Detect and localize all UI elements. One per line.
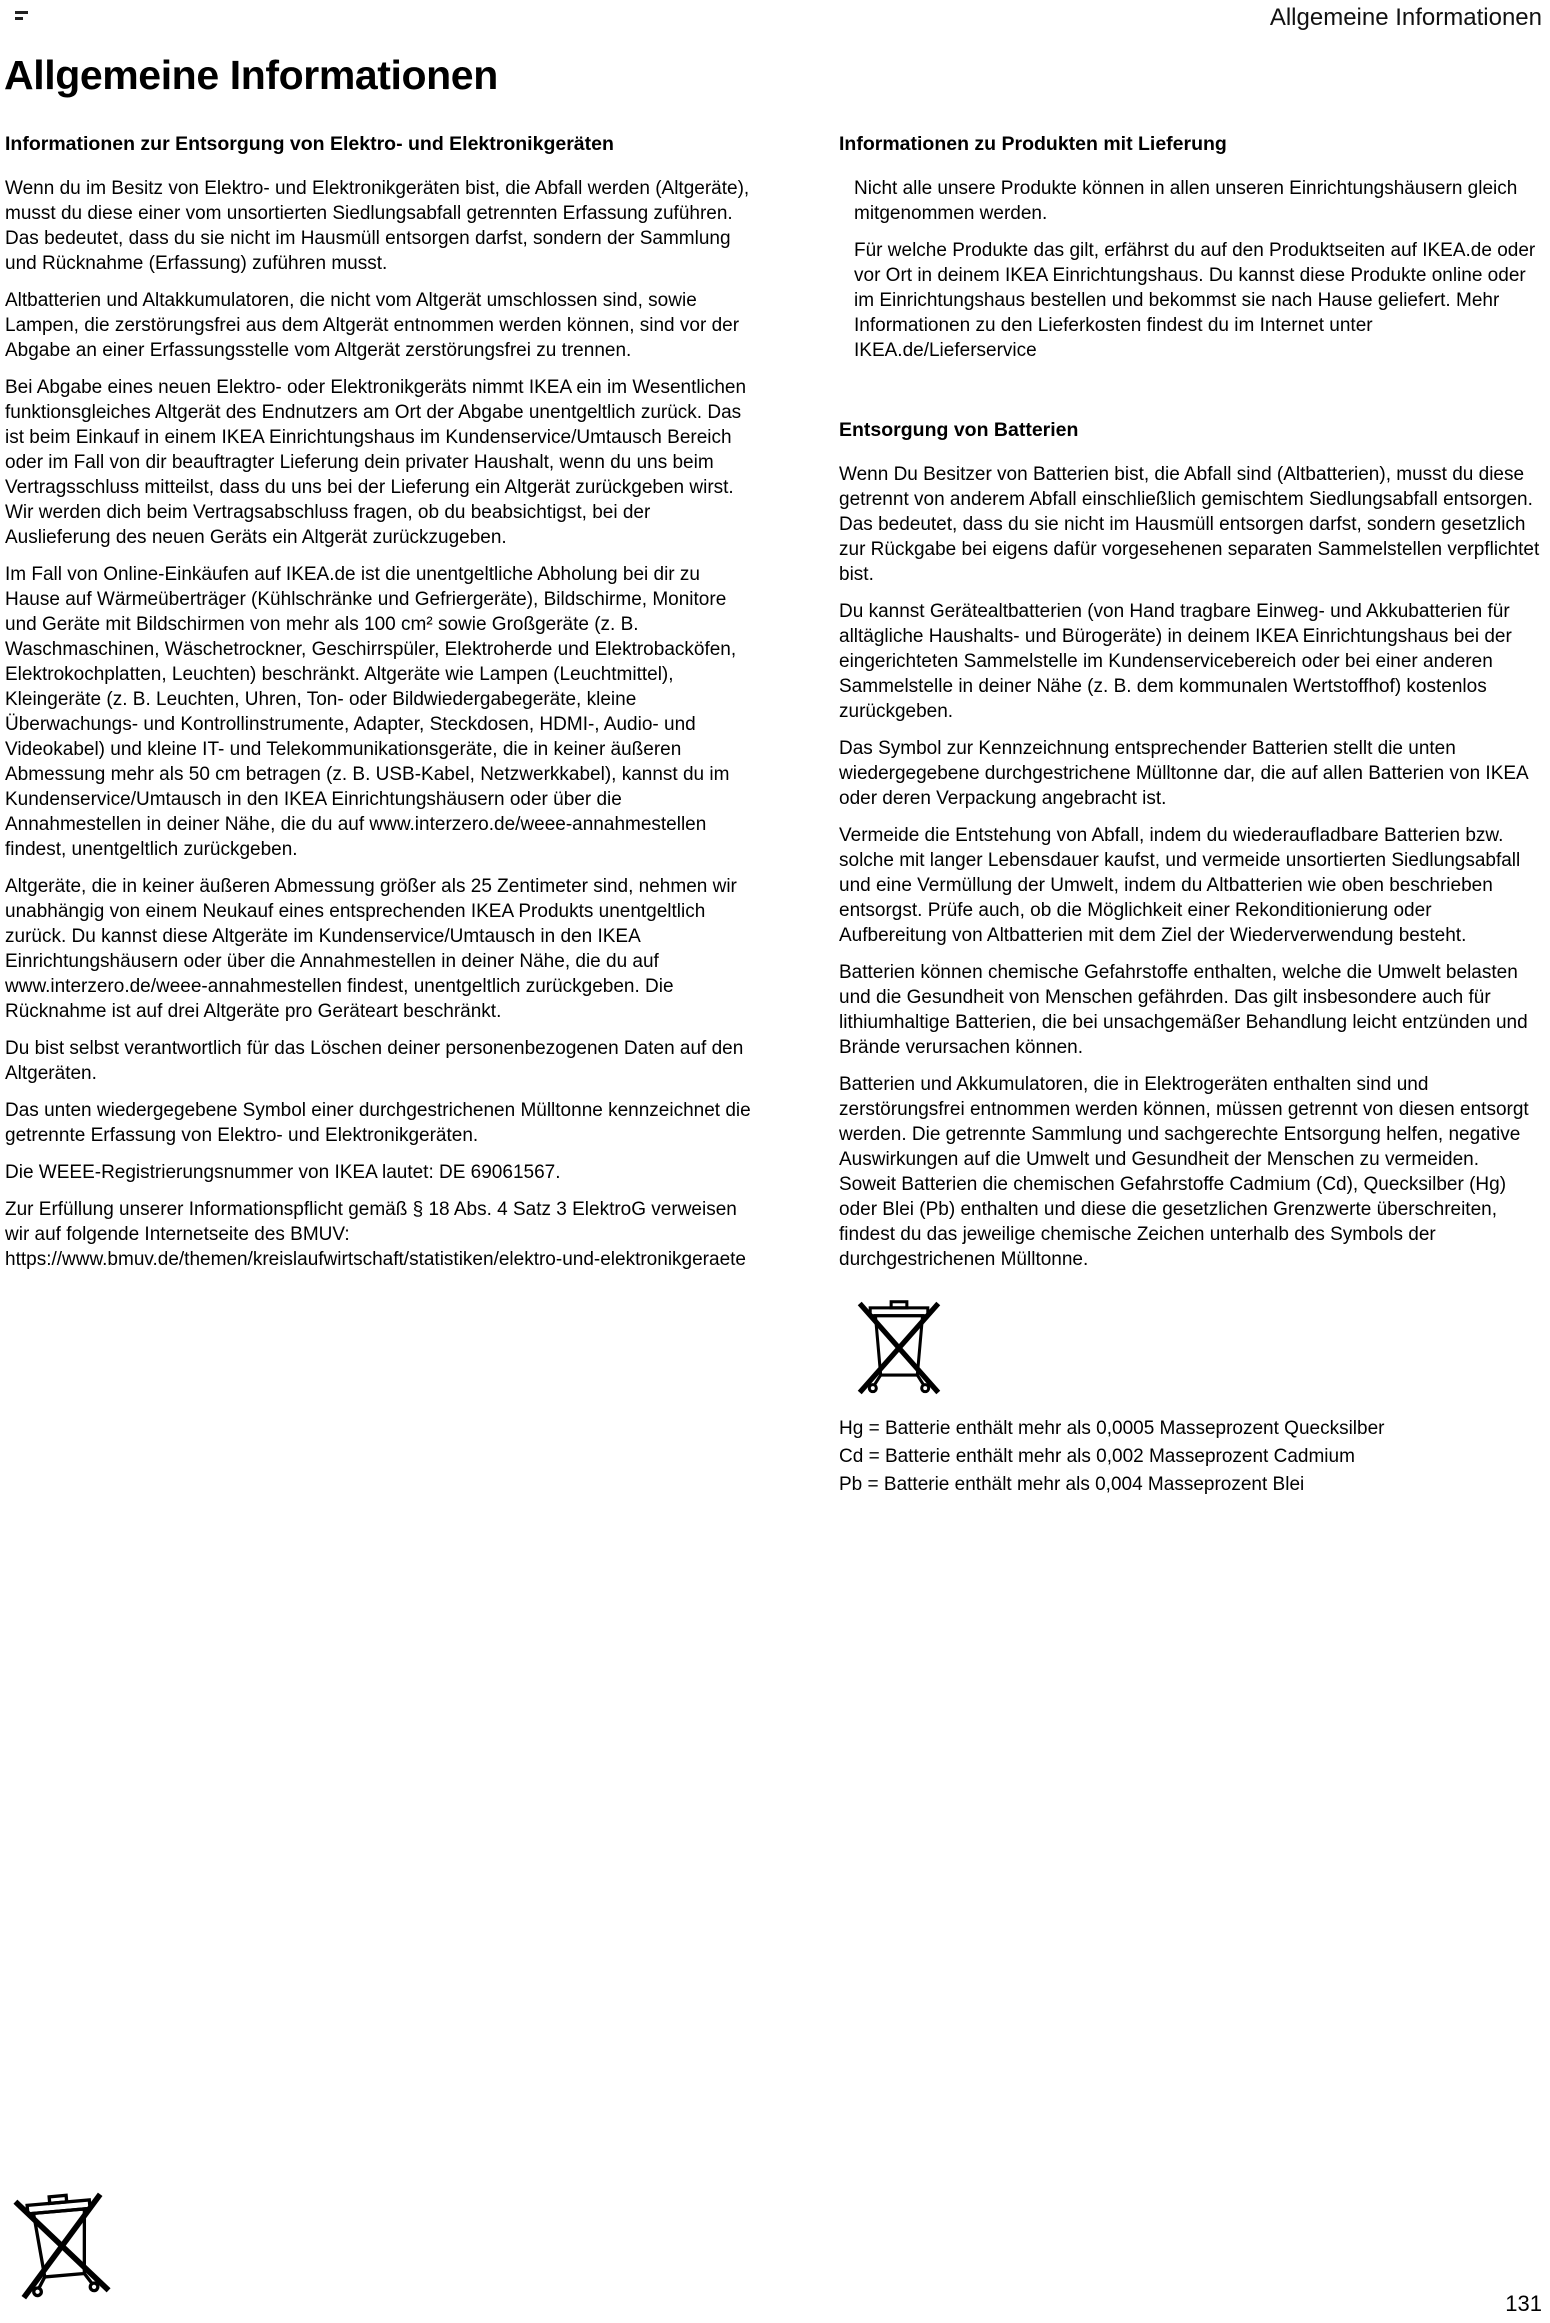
paragraph: Vermeide die Entstehung von Abfall, indem du wiederaufladbare Batterien bzw. solche mit langer Lebensdauer kaufst, und vermeide unsortierten Siedlungsabfall und eine Vermüllung der Umwelt, indem du Altbatterien wie oben beschrieben entsorgst. Prüfe auch, ob die Möglichkeit einer Rekonditionierung oder Aufbereitung von Altbatterien mit dem Ziel der Wiederverwendung besteht.	[839, 825, 1521, 946]
paragraph: Batterien können chemische Gefahrstoffe enthalten, welche die Umwelt belasten und die Gesundheit von Menschen gefährden. Das gilt insbesondere auch für lithiumhaltige Batterien, die bei unsachgemäßer Behandlung leicht entzünden und Brände verursachen können.	[839, 962, 1528, 1058]
paragraph: Die WEEE-Registrierungsnummer von IKEA lautet: DE 69061567.	[5, 1162, 561, 1183]
paragraph: Du kannst Gerätealtbatterien (von Hand tragbare Einweg- und Akkubatterien für alltägliche Haushalts- und Bürogeräte) in deinem IKEA Einrichtungshaus bei der eingerichteten Sammelstelle im Kundenservicebereich oder bei einer anderen Sammelstelle in deiner Nähe (z. B. dem kommunalen Wertstoffhof) kostenlos zurückgeben.	[839, 601, 1512, 722]
crossed-out-bin-icon	[5, 2188, 118, 2305]
paragraph: Bei Abgabe eines neuen Elektro- oder Elektronikgeräts nimmt IKEA ein im Wesentlichen funktionsgleiches Altgerät des Endnutzers am Ort der Abgabe unentgeltlich zurück. Das ist beim Einkauf in einem IKEA Einrichtungshaus im Kundenservice/Umtausch Bereich oder im Fall von dir beauftragter Lieferung dein privater Haushalt, wenn du uns beim Vertragsschluss mitteilst, dass du uns bei der Lieferung ein Altgerät zurückgeben wirst. Wir werden dich beim Vertragsabschluss fragen, ob du beabsichtigst, bei der Auslieferung des neuen Geräts ein Altgerät zurückzugeben.	[5, 377, 747, 548]
paragraph: Wenn Du Besitzer von Batterien bist, die Abfall sind (Altbatterien), musst du diese getrennt von anderem Abfall einschließlich gemischtem Siedlungsabfall entsorgen. Das bedeutet, dass du sie nicht im Hausmüll entsorgen darfst, sondern gesetzlich zur Rückgabe bei eigens dafür vorgesehenen separaten Sammelstellen verpflichtet bist.	[839, 464, 1540, 585]
paragraph: Das unten wiedergegebene Symbol einer durchgestrichenen Mülltonne kennzeichnet die getrennte Erfassung von Elektro- und Elektronikgeräten.	[5, 1100, 751, 1146]
paragraph: Zur Erfüllung unserer Informationspflicht gemäß § 18 Abs. 4 Satz 3 ElektroG verweisen wir auf folgende Internetseite des BMUV: https://www.bmuv.de/themen/kreislaufwirtschaft/statistiken/elektro-und-elektronikgeraete	[5, 1199, 746, 1270]
paragraph: Du bist selbst verantwortlich für das Löschen deiner personenbezogenen Daten auf den Altgeräten.	[5, 1038, 744, 1084]
page-title: Allgemeine Informationen	[4, 52, 498, 98]
legend-pb: Pb = Batterie enthält mehr als 0,004 Masseprozent Blei	[839, 1474, 1305, 1495]
paragraph: Altgeräte, die in keiner äußeren Abmessung größer als 25 Zentimeter sind, nehmen wir unabhängig von einem Neukauf eines entsprechenden IKEA Produkts unentgeltlich zurück. Du kannst diese Altgeräte im Kundenservice/Umtausch in den IKEA Einrichtungshäusern oder über die Annahmestellen in deiner Nähe, die du auf www.interzero.de/weee-annahmestellen findest, unentgeltlich zurückgeben. Die Rücknahme ist auf drei Altgeräte pro Geräteart beschränkt.	[5, 876, 737, 1022]
section-heading-batteries: Entsorgung von Batterien	[839, 419, 1079, 441]
section-heading-weee: Informationen zur Entsorgung von Elektro- und Elektronikgeräten	[5, 133, 614, 155]
crossed-out-bin-icon	[851, 1298, 1541, 1398]
paragraph: Batterien und Akkumulatoren, die in Elektrogeräten enthalten sind und zerstörungsfrei entnommen werden können, müssen getrennt von diesen entsorgt werden. Die getrennte Sammlung und sachgerechte Entsorgung helfen, negative Auswirkungen auf die Umwelt und Gesundheit der Menschen zu vermeiden. Soweit Batterien die chemischen Gefahrstoffe Cadmium (Cd), Quecksilber (Hg) oder Blei (Pb) enthalten und diese die gesetzlichen Grenzwerte überschreiten, findest du das jeweilige chemische Zeichen unterhalb des Symbols der durchgestrichenen Mülltonne.	[839, 1074, 1529, 1270]
paragraph: Nicht alle unsere Produkte können in allen unseren Einrichtungshäusern gleich mitgenommen werden.	[854, 178, 1518, 224]
list-mark-icon	[15, 11, 28, 20]
right-column	[839, 133, 1541, 1500]
paragraph: Altbatterien und Altakkumulatoren, die nicht vom Altgerät umschlossen sind, sowie Lampen, die zerstörungsfrei aus dem Altgerät entnommen werden können, sind vor der Abgabe an einer Erfassungsstelle vom Altgerät zerstörungsfrei zu trennen.	[5, 290, 740, 361]
content-columns	[5, 133, 1541, 1500]
running-header: Allgemeine Informationen	[1269, 4, 1542, 31]
legend-cd: Cd = Batterie enthält mehr als 0,002 Masseprozent Cadmium	[839, 1446, 1355, 1467]
paragraph: Im Fall von Online-Einkäufen auf IKEA.de ist die unentgeltliche Abholung bei dir zu Hause auf Wärmeüberträger (Kühlschränke und Gefriergeräte), Bildschirme, Monitore und Geräte mit Bildschirmen von mehr als 100 cm² sowie Großgeräte (z. B. Waschmaschinen, Wäschetrockner, Geschirrspüler, Elektroherde und Elektrobacköfen, Elektrokochplatten, Leuchten) beschränkt. Altgeräte wie Lampen (Leuchtmittel), Kleingeräte (z. B. Leuchten, Uhren, Ton- oder Bildwiedergabegeräte, kleine Überwachungs- und Kontrollinstrumente, Adapter, Steckdosen, HDMI-, Audio- und Videokabel) und kleine IT- und Telekommunikationsgeräte, die in keiner äußeren Abmessung mehr als 50 cm betragen (z. B. USB-Kabel, Netzwerkkabel), kannst du im Kundenservice/Umtausch in den IKEA Einrichtungshäusern oder über die Annahmestellen in deiner Nähe, die du auf www.interzero.de/weee-annahmestellen findest, unentgeltlich zurückgeben.	[5, 564, 737, 860]
paragraph: Das Symbol zur Kennzeichnung entsprechender Batterien stellt die unten wiedergegebene durchgestrichene Mülltonne dar, die auf allen Batterien von IKEA oder deren Verpackung angebracht ist.	[839, 738, 1528, 809]
section-heading-delivery: Informationen zu Produkten mit Lieferung	[839, 133, 1227, 155]
legend-hg: Hg = Batterie enthält mehr als 0,0005 Masseprozent Quecksilber	[839, 1418, 1385, 1439]
paragraph: Wenn du im Besitz von Elektro- und Elektronikgeräten bist, die Abfall werden (Altgeräte), musst du diese einer vom unsortierten Siedlungsabfall getrennten Erfassung zuführen. Das bedeutet, dass du sie nicht im Hausmüll entsorgen darfst, sondern der Sammlung und Rücknahme (Erfassung) zuführen musst.	[5, 178, 750, 274]
left-column	[5, 133, 755, 1500]
paragraph: Für welche Produkte das gilt, erfährst du auf den Produktseiten auf IKEA.de oder vor Ort in deinem IKEA Einrichtungshaus. Du kannst diese Produkte online oder im Einrichtungshaus bestellen und bekommst sie nach Hause geliefert. Mehr Informationen zu den Lieferkosten findest du im Internet unter IKEA.de/Lieferservice	[854, 240, 1536, 361]
page-number: 131	[1505, 2291, 1542, 2316]
